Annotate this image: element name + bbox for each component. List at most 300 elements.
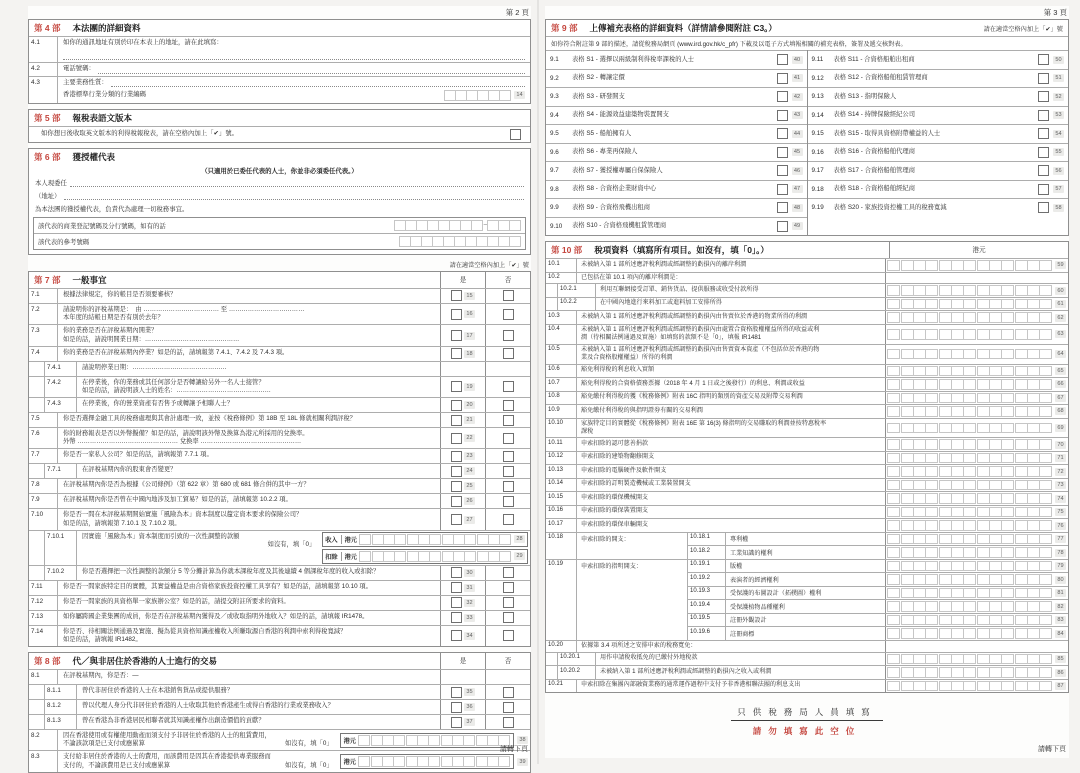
box-number: 56 bbox=[1053, 167, 1064, 175]
amount-input-strip[interactable] bbox=[888, 466, 1053, 477]
adjustment-type-label: 扣除 bbox=[325, 552, 341, 561]
digit-cell bbox=[963, 601, 976, 612]
yes-checkbox[interactable] bbox=[451, 309, 462, 320]
item-text-line2: 課稅 bbox=[581, 428, 594, 436]
box-number: 44 bbox=[792, 130, 803, 138]
amount-input-strip[interactable] bbox=[888, 393, 1053, 404]
no-checkbox[interactable] bbox=[503, 415, 514, 426]
form-select-checkbox[interactable] bbox=[777, 184, 788, 195]
yes-checkbox[interactable] bbox=[451, 496, 462, 507]
row-number: 10.9 bbox=[546, 405, 577, 418]
question-text-line2: 不論該款項是已支付或應累算 bbox=[63, 740, 145, 748]
digit-cell bbox=[428, 735, 440, 746]
form-label: 表格 S9 - 合資格飛機出租商 bbox=[572, 203, 651, 211]
form-select-checkbox[interactable] bbox=[1038, 54, 1049, 65]
row-number: 9.9 bbox=[550, 204, 559, 212]
part8-header bbox=[29, 653, 530, 669]
part7-title: 一般事宜 bbox=[72, 274, 107, 285]
amount-input-strip[interactable] bbox=[888, 520, 1053, 531]
tax-data-row bbox=[546, 437, 1068, 451]
amount-input-strip[interactable] bbox=[888, 493, 1053, 504]
yes-checkbox[interactable] bbox=[451, 451, 462, 462]
form-select-checkbox[interactable] bbox=[777, 221, 788, 232]
digit-cell bbox=[499, 551, 511, 562]
row-number: 7.4.2 bbox=[45, 377, 77, 397]
form-select-checkbox[interactable] bbox=[777, 54, 788, 65]
digit-cell bbox=[963, 285, 976, 296]
item-text-line: 申索扣除在集團內部融資業務的通常運作過程中支付予非香港相聯法團的利息支出 bbox=[581, 681, 801, 689]
digit-cell bbox=[887, 547, 900, 558]
row-text bbox=[58, 347, 440, 361]
box-number: 15 bbox=[464, 292, 475, 300]
digit-cell bbox=[887, 588, 900, 599]
tax-data-row bbox=[546, 310, 1068, 324]
no-checkbox[interactable] bbox=[503, 687, 514, 698]
box-number: 76 bbox=[1055, 522, 1066, 530]
box-number: 16 bbox=[464, 310, 475, 318]
yes-checkbox[interactable] bbox=[451, 381, 462, 392]
amount-input-strip[interactable] bbox=[888, 561, 1053, 572]
item-text-line: 在中國內地進行來料加工或進料加工安排所得 bbox=[600, 299, 722, 307]
item-text: 受保護植物品種權利 bbox=[730, 603, 785, 611]
amount-cell bbox=[885, 666, 1068, 679]
no-checkbox[interactable] bbox=[503, 400, 514, 411]
digit-cell bbox=[887, 329, 900, 340]
no-checkbox[interactable] bbox=[503, 514, 514, 525]
yes-checkbox[interactable] bbox=[451, 514, 462, 525]
row-text bbox=[58, 325, 440, 345]
item-text bbox=[577, 641, 885, 652]
yes-checkbox[interactable] bbox=[451, 567, 462, 578]
no-checkbox[interactable] bbox=[503, 451, 514, 462]
yes-answer-cell bbox=[440, 626, 485, 646]
digit-cell bbox=[1001, 379, 1014, 390]
yes-answer-cell bbox=[440, 685, 485, 699]
amount-input-strip[interactable] bbox=[888, 507, 1053, 518]
digit-cell bbox=[887, 667, 900, 678]
digit-cell bbox=[963, 628, 976, 639]
amount-input-strip[interactable] bbox=[888, 574, 1053, 585]
amount-cell bbox=[885, 573, 1068, 586]
item-text-line: 申索扣除的電腦硬件及軟件開支 bbox=[581, 466, 667, 474]
no-answer-cell bbox=[485, 449, 530, 463]
form-select-checkbox[interactable] bbox=[1038, 128, 1049, 139]
no-checkbox[interactable] bbox=[503, 348, 514, 359]
row-text: 電話號碼： bbox=[63, 65, 95, 73]
box-number: 57 bbox=[1053, 185, 1064, 193]
row-number: 7.9 bbox=[29, 494, 58, 508]
digit-cell bbox=[1001, 423, 1014, 434]
digit-cell bbox=[1039, 423, 1052, 434]
tax-data-row bbox=[546, 665, 1068, 679]
box-number: 35 bbox=[464, 688, 475, 696]
business-nature-write-in-line[interactable] bbox=[111, 79, 525, 87]
form-select-checkbox[interactable] bbox=[1038, 202, 1049, 213]
no-answer-cell bbox=[485, 566, 530, 580]
row-number: 9.16 bbox=[811, 148, 824, 156]
group-label: 申索扣除的開支： bbox=[577, 533, 688, 559]
amount-input-strip[interactable] bbox=[888, 588, 1053, 599]
digit-cell bbox=[887, 561, 900, 572]
box-number: 84 bbox=[1055, 630, 1066, 638]
amount-input-strip[interactable] bbox=[888, 453, 1053, 464]
row-indent-col bbox=[546, 666, 558, 679]
question-text-line2: 外幣 ………………………………………… 兌換率 ………………………………………… bbox=[63, 438, 302, 446]
amount-cell bbox=[885, 546, 1068, 559]
no-checkbox[interactable] bbox=[503, 496, 514, 507]
no-answer-cell bbox=[485, 596, 530, 610]
row-number: 9.6 bbox=[550, 148, 559, 156]
digit-cell bbox=[359, 534, 371, 545]
form-select-checkbox[interactable] bbox=[777, 147, 788, 158]
question-text: 在評稅基期內你是否為根據《公司條例》（第 622 章）第 680 或 681 條合併的其中一方？ bbox=[63, 481, 310, 489]
yes-answer-cell bbox=[440, 700, 485, 714]
representative-name-write-in-line[interactable] bbox=[70, 179, 524, 187]
form-row bbox=[29, 361, 530, 376]
digit-cell bbox=[963, 329, 976, 340]
item-text: 專利權 bbox=[730, 536, 749, 544]
amount-input-strip[interactable] bbox=[888, 366, 1053, 377]
no-checkbox[interactable] bbox=[503, 597, 514, 608]
row-text bbox=[58, 751, 338, 771]
part7-number: 第 7 部 bbox=[34, 274, 61, 285]
tax-data-sub-row bbox=[688, 560, 1068, 573]
form-row bbox=[29, 412, 530, 427]
amount-cell bbox=[885, 452, 1068, 465]
industry-code-input[interactable] bbox=[445, 90, 511, 101]
digit-cell bbox=[1001, 299, 1014, 310]
no-checkbox[interactable] bbox=[503, 466, 514, 477]
tax-data-row bbox=[546, 418, 1068, 438]
digit-cell bbox=[887, 507, 900, 518]
amount-input-strip[interactable] bbox=[888, 285, 1053, 296]
row-number: 7.10.2 bbox=[45, 566, 77, 580]
box-number: 29 bbox=[514, 552, 525, 560]
no-checkbox[interactable] bbox=[503, 330, 514, 341]
form-select-checkbox[interactable] bbox=[1038, 73, 1049, 84]
digit-cell bbox=[1001, 285, 1014, 296]
digit-cell bbox=[925, 349, 938, 360]
question-text-line2: 支付的，不論該費用是已支付或應累算 bbox=[63, 761, 171, 769]
digit-cell bbox=[358, 735, 370, 746]
box-number: 62 bbox=[1055, 314, 1066, 322]
box-number: 18 bbox=[464, 350, 475, 358]
row-number: 9.15 bbox=[811, 130, 824, 138]
digit-cell bbox=[1039, 329, 1052, 340]
box-number: 78 bbox=[1055, 549, 1066, 557]
form-select-checkbox[interactable] bbox=[1038, 184, 1049, 195]
appoint-text: 本人現委任 bbox=[35, 179, 67, 187]
digit-cell bbox=[963, 520, 976, 531]
row-number: 9.1 bbox=[550, 56, 559, 64]
part7-header bbox=[29, 272, 530, 288]
yes-answer-cell bbox=[440, 596, 485, 610]
yes-checkbox[interactable] bbox=[451, 717, 462, 728]
amount-input-strip[interactable] bbox=[359, 735, 510, 746]
no-checkbox[interactable] bbox=[503, 381, 514, 392]
box-number: 66 bbox=[1055, 380, 1066, 388]
amount-input-strip[interactable] bbox=[888, 312, 1053, 323]
question-text-line1: 你是否一間在本評稅基期開始實施「風險為本」資本制度以釐定資本要求的保險公司？ bbox=[63, 511, 303, 519]
yes-checkbox[interactable] bbox=[451, 630, 462, 641]
row-number: 10.16 bbox=[546, 506, 577, 519]
no-checkbox[interactable] bbox=[503, 567, 514, 578]
amount-input-strip[interactable] bbox=[888, 379, 1053, 390]
digit-cell bbox=[963, 379, 976, 390]
digit-cell bbox=[1001, 260, 1014, 271]
row-number: 9.7 bbox=[550, 167, 559, 175]
item-text bbox=[577, 506, 885, 519]
no-checkbox[interactable] bbox=[503, 481, 514, 492]
digit-cell bbox=[1039, 601, 1052, 612]
digit-cell bbox=[393, 735, 405, 746]
supplementary-form-row bbox=[546, 106, 807, 125]
part9-header bbox=[546, 20, 1068, 36]
phone-write-in-line[interactable] bbox=[98, 66, 525, 74]
row-text bbox=[58, 509, 440, 529]
form-select-checkbox[interactable] bbox=[1038, 165, 1049, 176]
question-text-line2: 如是的話，請填報 IR1482。 bbox=[63, 635, 142, 643]
row-indent-col bbox=[29, 398, 45, 412]
no-column-header: 否 bbox=[485, 653, 530, 669]
digit-cell bbox=[963, 312, 976, 323]
box-number: 85 bbox=[1055, 655, 1066, 663]
page-number: 第 2 頁 bbox=[505, 8, 529, 17]
question-text: 曾代非居住於香港的人士在本港銷售貨品或提供服務？ bbox=[82, 687, 234, 695]
row-number: 10.1 bbox=[546, 259, 577, 272]
digit-cell bbox=[393, 756, 405, 767]
form-select-checkbox[interactable] bbox=[777, 128, 788, 139]
amount-input-strip[interactable] bbox=[888, 260, 1053, 271]
yes-checkbox[interactable] bbox=[451, 290, 462, 301]
no-checkbox[interactable] bbox=[503, 702, 514, 713]
amount-input-strip[interactable] bbox=[888, 654, 1053, 665]
form-select-checkbox[interactable] bbox=[1038, 91, 1049, 102]
digit-cell bbox=[887, 312, 900, 323]
no-checkbox[interactable] bbox=[503, 309, 514, 320]
item-text-line: 依據第 3.4 項所述之安排申索的稅務寬免： bbox=[581, 642, 697, 650]
box-number: 79 bbox=[1055, 562, 1066, 570]
digit-cell bbox=[925, 654, 938, 665]
digit-cell bbox=[1039, 615, 1052, 626]
row-number: 7.12 bbox=[29, 596, 58, 610]
box-number: 48 bbox=[792, 204, 803, 212]
box-number: 71 bbox=[1055, 454, 1066, 462]
yes-checkbox[interactable] bbox=[451, 597, 462, 608]
english-version-checkbox[interactable] bbox=[510, 129, 521, 140]
amount-input-strip[interactable] bbox=[888, 423, 1053, 434]
yes-checkbox[interactable] bbox=[451, 466, 462, 477]
tax-data-row bbox=[546, 679, 1068, 693]
amount-input-strip[interactable] bbox=[888, 601, 1053, 612]
row-number: 7.4.1 bbox=[45, 362, 77, 376]
digit-cell bbox=[887, 534, 900, 545]
row-number: 10.13 bbox=[546, 465, 577, 478]
amount-input-strip[interactable] bbox=[888, 534, 1053, 545]
amount-cell bbox=[885, 465, 1068, 478]
yes-checkbox[interactable] bbox=[451, 400, 462, 411]
tax-data-row bbox=[546, 324, 1068, 344]
box-number: 25 bbox=[464, 482, 475, 490]
tax-data-row bbox=[546, 451, 1068, 465]
digit-cell bbox=[429, 551, 441, 562]
part8-rows bbox=[29, 669, 530, 772]
page-fold-divider bbox=[537, 0, 539, 764]
yes-answer-cell bbox=[440, 377, 485, 397]
digit-cell bbox=[963, 466, 976, 477]
amount-input-strip[interactable] bbox=[888, 349, 1053, 360]
row-text: 如你的通訊地址有別於印在本表上的地址，請在此填寫： bbox=[63, 39, 223, 46]
digit-cell bbox=[887, 285, 900, 296]
form-label: 表格 S11 - 合資格船舶出租商 bbox=[833, 55, 915, 63]
form-select-checkbox[interactable] bbox=[777, 110, 788, 121]
row-number: 9.19 bbox=[811, 204, 824, 212]
amount-input-strip[interactable] bbox=[888, 299, 1053, 310]
yes-checkbox[interactable] bbox=[451, 612, 462, 623]
digit-cell bbox=[925, 547, 938, 558]
digit-cell bbox=[1001, 406, 1014, 417]
yes-checkbox[interactable] bbox=[451, 687, 462, 698]
tax-data-row bbox=[546, 518, 1068, 532]
digit-cell bbox=[887, 654, 900, 665]
no-checkbox[interactable] bbox=[503, 290, 514, 301]
amount-input-strip[interactable] bbox=[359, 756, 510, 767]
item-text-line1: 未被納入第 1 部所述應評稅利潤或經調整的虧損內由售賣資本資產（不包括位於香港的物 bbox=[581, 346, 820, 354]
amount-input-strip[interactable] bbox=[360, 551, 511, 562]
question-text-line2: 如是的話，請說明開業日期：……………………………………… bbox=[63, 335, 240, 343]
tax-data-row bbox=[546, 491, 1068, 505]
yes-checkbox[interactable] bbox=[451, 582, 462, 593]
item-text-line1: 家族特定目的實體從《稅務條例》附表 16E 第 16(3) 條指明的交易賺取的利潤並按特惠稅率 bbox=[581, 420, 827, 428]
digit-cell bbox=[1001, 466, 1014, 477]
form-select-checkbox[interactable] bbox=[777, 202, 788, 213]
row-text: 主要業務性質： bbox=[63, 78, 108, 86]
form-select-checkbox[interactable] bbox=[1038, 110, 1049, 121]
row-number: 10.6 bbox=[546, 365, 577, 378]
row-number: 7.8 bbox=[29, 479, 58, 493]
yes-answer-cell bbox=[440, 494, 485, 508]
box-number: 22 bbox=[464, 434, 475, 442]
form-select-checkbox[interactable] bbox=[1038, 147, 1049, 158]
item-text-line: 用作申請稅收抵免的已繳付外地稅款 bbox=[600, 654, 698, 662]
digit-cell bbox=[925, 601, 938, 612]
row-number: 9.10 bbox=[550, 222, 563, 230]
row-number: 10.18.2 bbox=[688, 546, 726, 559]
digit-cell bbox=[463, 735, 475, 746]
amount-input-strip[interactable] bbox=[888, 406, 1053, 417]
amount-input-strip[interactable] bbox=[888, 628, 1053, 639]
digit-cell bbox=[963, 349, 976, 360]
tax-data-row bbox=[546, 377, 1068, 391]
box-number: 50 bbox=[1053, 56, 1064, 64]
yes-checkbox[interactable] bbox=[451, 433, 462, 444]
row-number: 9.18 bbox=[811, 185, 824, 193]
digit-cell bbox=[963, 453, 976, 464]
tax-data-group-row bbox=[546, 559, 1068, 640]
form-select-checkbox[interactable] bbox=[777, 91, 788, 102]
part9-number: 第 9 部 bbox=[551, 23, 578, 33]
form-label: 表格 S16 - 合資格船舶代理商 bbox=[833, 148, 916, 156]
part9-section bbox=[545, 19, 1069, 236]
no-checkbox[interactable] bbox=[503, 630, 514, 641]
row-text bbox=[77, 685, 440, 699]
digit-cell bbox=[1001, 547, 1014, 558]
tax-data-row bbox=[546, 258, 1068, 272]
digit-cell bbox=[887, 439, 900, 450]
yes-checkbox[interactable] bbox=[451, 481, 462, 492]
no-checkbox[interactable] bbox=[503, 717, 514, 728]
address-write-in-line[interactable] bbox=[63, 52, 525, 60]
item-text-line: 未被納入第 1 部所述應評稅利潤或經調整的虧損內的離岸利潤 bbox=[581, 260, 747, 268]
box-number: 36 bbox=[464, 703, 475, 711]
form-row bbox=[29, 427, 530, 448]
box-number: 40 bbox=[792, 56, 803, 64]
part6-note: （只適用於已委任代表的人士，你並非必須委任代表。） bbox=[201, 167, 358, 175]
box-number: 77 bbox=[1055, 535, 1066, 543]
form-select-checkbox[interactable] bbox=[777, 165, 788, 176]
box-number: 69 bbox=[1055, 424, 1066, 432]
form-row bbox=[29, 303, 530, 324]
digit-cell bbox=[1001, 574, 1014, 585]
representative-ref-input[interactable] bbox=[400, 236, 521, 247]
yes-checkbox[interactable] bbox=[451, 415, 462, 426]
amount-input-strip[interactable] bbox=[888, 439, 1053, 450]
no-checkbox[interactable] bbox=[503, 433, 514, 444]
row-text bbox=[58, 670, 440, 684]
row-number: 7.10 bbox=[29, 509, 58, 529]
amount-cell bbox=[885, 438, 1068, 451]
amount-input-strip[interactable] bbox=[888, 615, 1053, 626]
representative-address-write-in-line[interactable] bbox=[64, 192, 524, 200]
amount-input-strip[interactable] bbox=[888, 480, 1053, 491]
form-label: 表格 S13 - 指明保險人 bbox=[833, 92, 897, 100]
amount-input-strip[interactable] bbox=[888, 667, 1053, 678]
form-row bbox=[29, 508, 530, 529]
item-text bbox=[577, 311, 885, 324]
amount-input-strip[interactable] bbox=[888, 681, 1053, 692]
form-select-checkbox[interactable] bbox=[777, 73, 788, 84]
yes-checkbox[interactable] bbox=[451, 348, 462, 359]
yes-checkbox[interactable] bbox=[451, 330, 462, 341]
no-answer-cell bbox=[485, 289, 530, 303]
form-label: 表格 S4 - 能源效益建築物裝置開支 bbox=[572, 111, 669, 119]
no-answer-cell bbox=[485, 715, 530, 729]
amount-input-strip[interactable] bbox=[888, 547, 1053, 558]
row-number: 7.11 bbox=[29, 581, 58, 595]
digit-cell bbox=[471, 220, 483, 231]
form-label: 表格 S17 - 合資格船舶管理商 bbox=[833, 166, 916, 174]
digit-cell bbox=[887, 406, 900, 417]
no-checkbox[interactable] bbox=[503, 582, 514, 593]
amount-input-strip[interactable] bbox=[360, 534, 511, 545]
digit-cell bbox=[1039, 312, 1052, 323]
row-number: 10.2.1 bbox=[558, 284, 596, 297]
yes-checkbox[interactable] bbox=[451, 702, 462, 713]
amount-input-strip[interactable] bbox=[888, 329, 1053, 340]
row-text bbox=[58, 413, 440, 427]
amount-cell bbox=[885, 492, 1068, 505]
question-text: 在停業後，你的營業資產有否售予或轉讓予相聯人士？ bbox=[82, 400, 234, 408]
no-answer-cell bbox=[485, 700, 530, 714]
digit-cell bbox=[925, 453, 938, 464]
box-number: 81 bbox=[1055, 589, 1066, 597]
digit-cell bbox=[925, 439, 938, 450]
digit-cell bbox=[464, 534, 476, 545]
row-text bbox=[58, 626, 440, 646]
digit-cell bbox=[887, 393, 900, 404]
no-checkbox[interactable] bbox=[503, 612, 514, 623]
representative-brn-input[interactable] bbox=[395, 220, 521, 231]
